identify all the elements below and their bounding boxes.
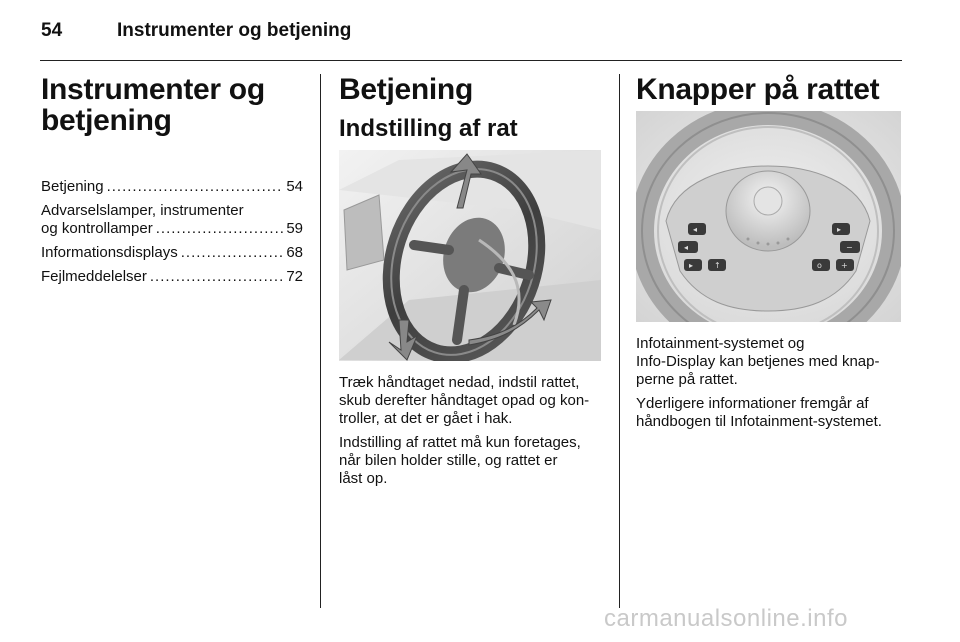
adjustment-column: [339, 74, 603, 143]
steering-adjust-drawing: [339, 150, 601, 361]
svg-text:◂: ◂: [693, 225, 698, 234]
toc-entry-line: Advarselslamper, instrumenter: [41, 202, 244, 219]
page-number: 54: [41, 20, 63, 41]
buttons-description: [636, 335, 902, 437]
svg-text:−: −: [846, 243, 853, 252]
column-divider-2: [619, 74, 620, 608]
subsection-heading: Indstilling af rat: [339, 115, 518, 142]
steering-wheel-buttons-illustration: [636, 111, 901, 322]
chapter-heading: Instrumenter og betjening: [41, 73, 265, 137]
svg-text:+: +: [841, 261, 848, 270]
paragraph: Infotainment-systemet og Info-Display kan betjenes med knap- perne på rattet.: [636, 335, 880, 388]
toc-entry-label: Informationsdisplays: [41, 244, 178, 261]
toc-leader-dots: [107, 178, 284, 196]
toc-leader-dots: [156, 220, 284, 238]
buttons-column: [636, 74, 902, 105]
steering-wheel-adjustment-illustration: [339, 150, 601, 361]
svg-text:↑: ↑: [714, 261, 721, 270]
column-divider-1: [320, 74, 321, 608]
toc-entry-label: Fejlmeddelelser: [41, 268, 147, 285]
watermark: carmanualsonline.info: [604, 605, 848, 632]
toc-entry[interactable]: [41, 178, 303, 196]
toc-leader-dots: [150, 268, 283, 286]
paragraph: Træk håndtaget nedad, indstil rattet, skub derefter håndtaget opad og kon- troller, at det er gået i hak.: [339, 374, 590, 427]
paragraph: Yderligere informationer fremgår af håndbogen til Infotainment-systemet.: [636, 395, 882, 430]
toc-leader-dots: [181, 244, 284, 262]
svg-text:▸: ▸: [837, 225, 842, 234]
chapter-column: [41, 74, 303, 292]
adjustment-instructions: [339, 374, 605, 494]
toc-entry-page: 72: [286, 268, 303, 285]
toc-entry-label: Betjening: [41, 178, 104, 195]
toc-entry[interactable]: [41, 268, 303, 286]
paragraph: Indstilling af rattet må kun foretages, når bilen holder stille, og rattet er låst op.: [339, 434, 581, 487]
svg-text:▸: ▸: [689, 261, 694, 270]
toc-entry[interactable]: [41, 202, 303, 238]
svg-text:◂: ◂: [684, 243, 689, 252]
section-heading: Knapper på rattet: [636, 73, 880, 106]
running-title: Instrumenter og betjening: [117, 20, 352, 41]
steering-wheel-drawing: [636, 111, 901, 322]
header-rule: [40, 60, 902, 61]
toc-entry-label: og kontrollamper: [41, 220, 153, 237]
toc-entry-page: 68: [286, 244, 303, 261]
toc-entry-page: 59: [286, 220, 303, 237]
toc-entry[interactable]: [41, 244, 303, 262]
toc-entry-page: 54: [286, 178, 303, 195]
section-heading: Betjening: [339, 73, 473, 106]
svg-text:o: o: [817, 261, 822, 270]
table-of-contents: [41, 178, 303, 286]
